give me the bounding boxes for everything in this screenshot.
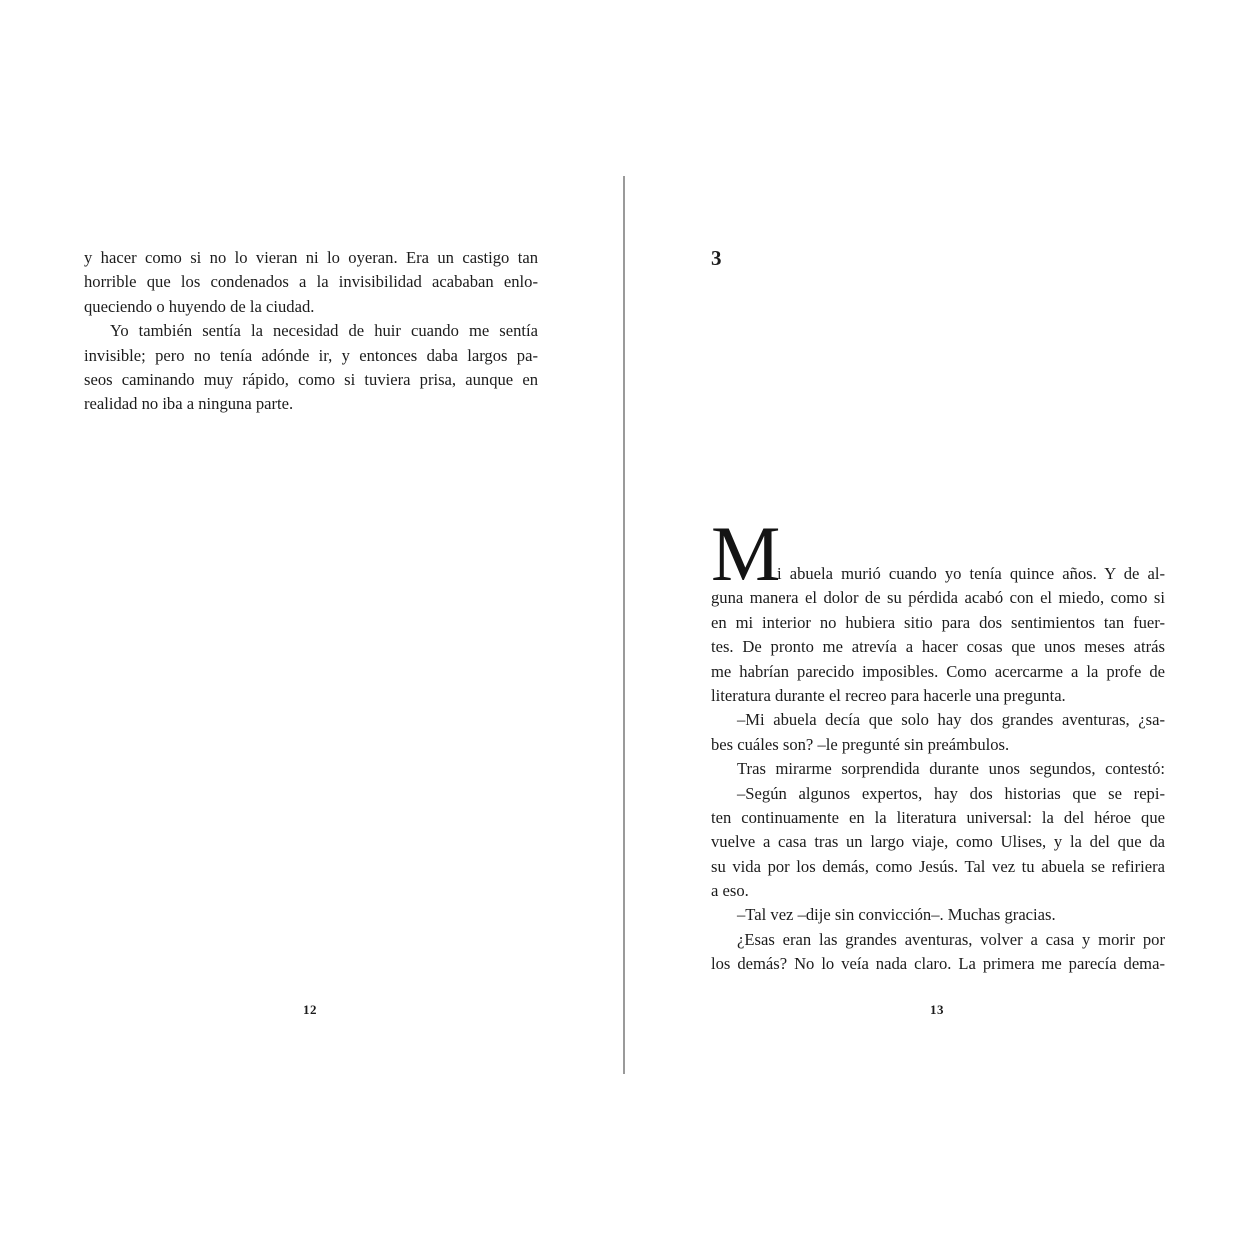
text-line: en mi interior no hubiera sitio para dos sentimientos tan fuer- — [711, 612, 1165, 632]
text-line: Tras mirarme sorprendida durante unos segundos, contestó: — [737, 759, 1165, 779]
gutter-line — [623, 176, 625, 1074]
opening-line — [711, 510, 1165, 597]
page-number: 13 — [930, 1002, 944, 1017]
text-line: ¿Esas eran las grandes aventuras, volver a casa y morir por — [737, 929, 1165, 949]
left-page-body — [84, 246, 538, 417]
text-line: ten continuamente en la literatura universal: la del héroe que — [711, 807, 1165, 827]
text-line: realidad no iba a ninguna parte. — [84, 394, 294, 414]
text-line: me habrían parecido imposibles. Como acercarme a la profe de — [711, 661, 1165, 681]
chapter-number: 3 — [711, 246, 722, 270]
text-line: tes. De pronto me atrevía a hacer cosas que unos meses atrás — [711, 637, 1165, 657]
right-page-body — [711, 510, 1165, 977]
text-line: –Según algunos expertos, hay dos historias que se repi- — [737, 783, 1165, 803]
text-line: vuelve a casa tras un largo viaje, como Ulises, y la del que da — [711, 832, 1165, 852]
text-line: a eso. — [711, 881, 749, 901]
text-line: Yo también sentía la necesidad de huir cuando me sentía — [110, 321, 538, 341]
text-line: –Mi abuela decía que solo hay dos grandes aventuras, ¿sa- — [737, 710, 1165, 730]
text-line: –Tal vez –dije sin convicción–. Muchas gracias. — [737, 905, 1056, 925]
text-line: i abuela murió cuando yo tenía quince años. Y de al- — [777, 564, 1165, 583]
text-line: queciendo o huyendo de la ciudad. — [84, 296, 315, 316]
text-line: los demás? No lo veía nada claro. La primera me parecía dema- — [711, 954, 1165, 974]
text-line: bes cuáles son? –le pregunté sin preámbulos. — [711, 734, 1010, 754]
text-line: su vida por los demás, como Jesús. Tal vez tu abuela se refiriera — [711, 856, 1165, 876]
drop-cap: M — [711, 510, 781, 597]
text-line: literatura durante el recreo para hacerle una pregunta. — [711, 685, 1066, 705]
page-number: 12 — [303, 1002, 317, 1017]
left-page — [84, 0, 538, 1250]
text-line: horrible que los condenados a la invisibilidad acababan enlo- — [84, 272, 538, 292]
text-line: y hacer como si no lo vieran ni lo oyeran. Era un castigo tan — [84, 248, 538, 267]
text-line: guna manera el dolor de su pérdida acabó con el miedo, como si — [711, 588, 1165, 608]
text-line: seos caminando muy rápido, como si tuviera prisa, aunque en — [84, 369, 538, 389]
right-page — [711, 0, 1165, 1250]
text-line: invisible; pero no tenía adónde ir, y entonces daba largos pa- — [84, 345, 538, 365]
